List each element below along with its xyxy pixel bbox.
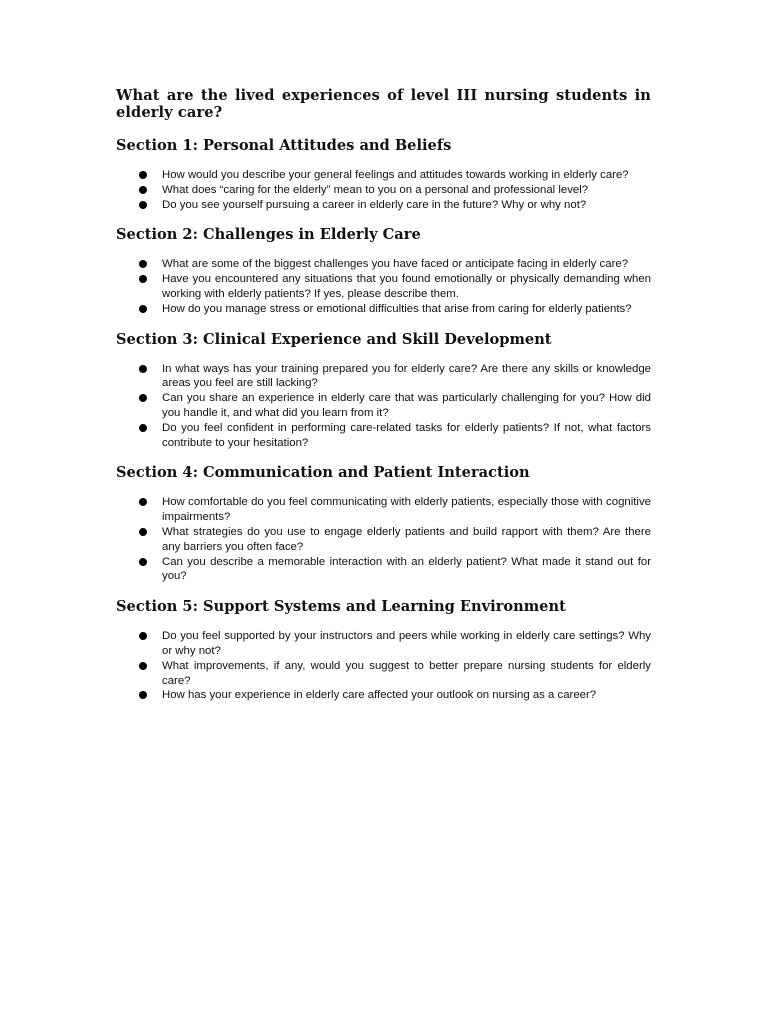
document-body bbox=[116, 87, 651, 717]
question-text: What strategies do you use to engage elderly patients and build rapport with them? Are there any barriers you often face? bbox=[162, 525, 651, 553]
section-4 bbox=[116, 464, 651, 584]
section-heading: Section 1: Personal Attitudes and Beliefs bbox=[116, 137, 452, 154]
question-item bbox=[116, 302, 651, 317]
question-item bbox=[116, 525, 651, 555]
question-item bbox=[116, 629, 651, 659]
question-list bbox=[116, 362, 651, 451]
bullet-icon bbox=[139, 498, 147, 506]
section-heading: Section 4: Communication and Patient Interaction bbox=[116, 464, 530, 482]
question-text: Can you describe a memorable interaction with an elderly patient? What made it stand out for you? bbox=[162, 555, 651, 583]
section-heading: Section 2: Challenges in Elderly Care bbox=[116, 226, 421, 244]
question-item bbox=[116, 688, 651, 703]
question-text: How do you manage stress or emotional difficulties that arise from caring for elderly patients? bbox=[162, 302, 632, 315]
question-item bbox=[116, 391, 651, 421]
bullet-icon bbox=[139, 558, 147, 566]
bullet-icon bbox=[139, 186, 147, 194]
bullet-icon bbox=[139, 691, 147, 699]
section-5 bbox=[116, 598, 651, 703]
question-list bbox=[116, 168, 651, 212]
question-text: Have you encountered any situations that you found emotionally or physically demanding when working with elderly patients? If yes, please describe them. bbox=[162, 273, 651, 300]
section-1 bbox=[116, 137, 651, 212]
bullet-icon bbox=[139, 424, 147, 432]
question-item bbox=[116, 183, 651, 198]
question-text: What does “caring for the elderly” mean to you on a personal and professional level? bbox=[162, 183, 589, 196]
question-item bbox=[116, 272, 651, 302]
bullet-icon bbox=[139, 275, 147, 283]
question-text: How has your experience in elderly care affected your outlook on nursing as a career? bbox=[162, 689, 597, 702]
question-list bbox=[116, 629, 651, 703]
section-2 bbox=[116, 226, 651, 316]
section-3 bbox=[116, 331, 651, 451]
bullet-icon bbox=[139, 394, 147, 402]
question-item bbox=[116, 257, 651, 272]
bullet-icon bbox=[139, 632, 147, 640]
question-list bbox=[116, 495, 651, 584]
question-item bbox=[116, 168, 651, 183]
bullet-icon bbox=[139, 260, 147, 268]
question-item bbox=[116, 555, 651, 585]
question-item bbox=[116, 421, 651, 451]
bullet-icon bbox=[139, 201, 147, 209]
question-text: Do you see yourself pursuing a career in elderly care in the future? Why or why not? bbox=[162, 198, 587, 211]
question-text: Do you feel confident in performing care-related tasks for elderly patients? If not, what factors contribute to your hesitation? bbox=[162, 421, 651, 449]
question-text: How would you describe your general feelings and attitudes towards working in elderly care? bbox=[162, 169, 629, 181]
section-heading: Section 5: Support Systems and Learning Environment bbox=[116, 598, 566, 616]
question-item bbox=[116, 659, 651, 689]
section-heading: Section 3: Clinical Experience and Skill Development bbox=[116, 330, 552, 348]
bullet-icon bbox=[139, 528, 147, 536]
bullet-icon bbox=[139, 171, 147, 179]
question-item bbox=[116, 198, 651, 213]
question-text: How comfortable do you feel communicating with elderly patients, especially those with cognitive impairments? bbox=[162, 496, 651, 524]
bullet-icon bbox=[139, 365, 147, 373]
question-text: Can you share an experience in elderly care that was particularly challenging for you? How did you handle it, and what did you learn from it? bbox=[162, 392, 651, 419]
question-item bbox=[116, 495, 651, 525]
bullet-icon bbox=[139, 305, 147, 313]
bullet-icon bbox=[139, 662, 147, 670]
question-text: Do you feel supported by your instructors and peers while working in elderly care settings? Why or why not? bbox=[162, 630, 651, 657]
question-list bbox=[116, 257, 651, 316]
question-text: What improvements, if any, would you suggest to better prepare nursing students for elderly care? bbox=[162, 659, 651, 687]
question-text: In what ways has your training prepared you for elderly care? Are there any skills or knowledge areas you feel are still lacking? bbox=[162, 362, 651, 390]
document-title: What are the lived experiences of level III nursing students in elderly care? bbox=[116, 87, 651, 121]
question-text: What are some of the biggest challenges you have faced or anticipate facing in elderly care? bbox=[162, 258, 629, 271]
question-item bbox=[116, 362, 651, 392]
